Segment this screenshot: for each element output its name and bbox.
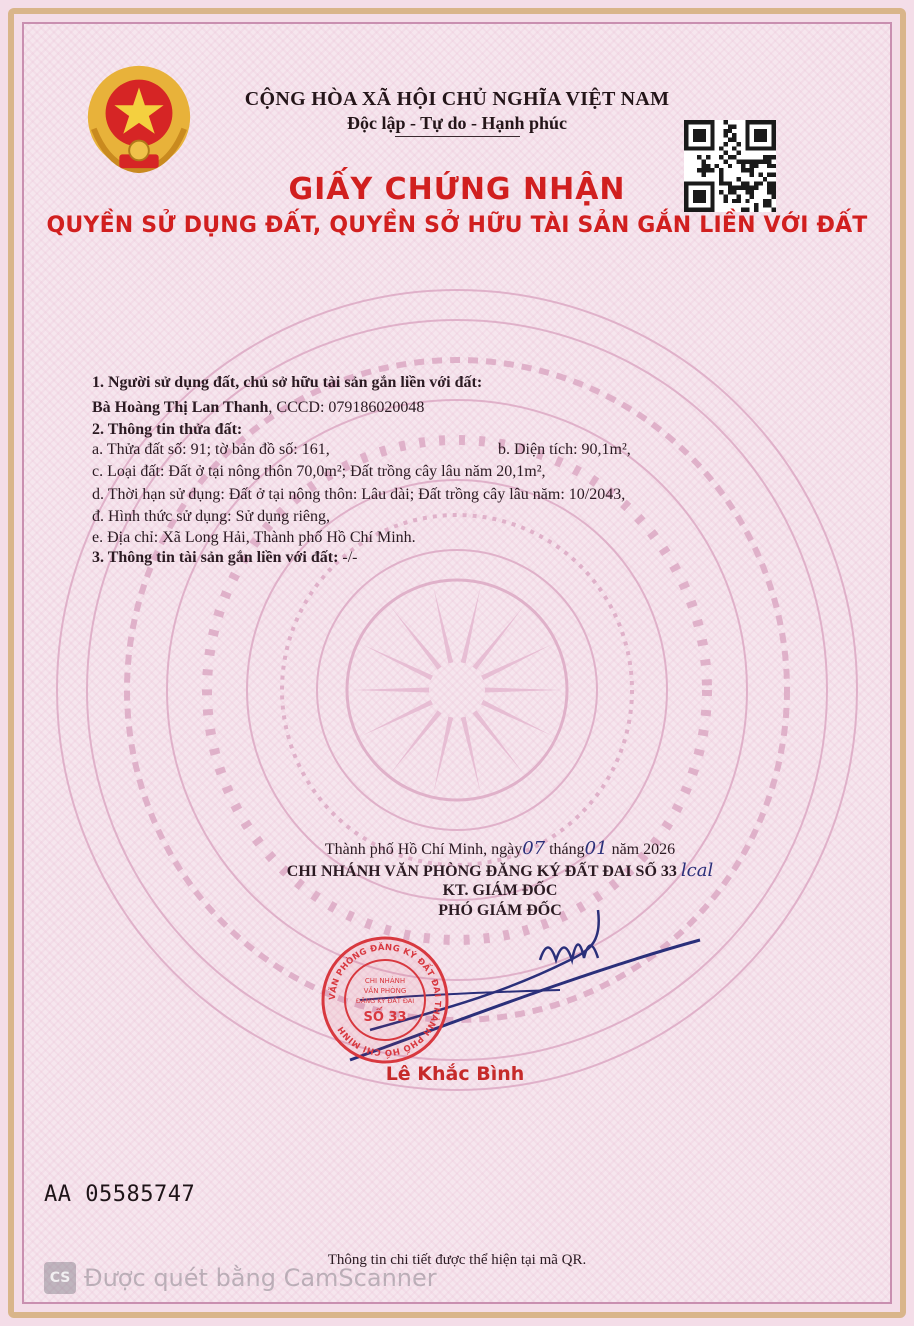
- qr-footer-note: Thông tin chi tiết được thể hiện tại mã QR.: [327, 1252, 587, 1268]
- land-type: c. Loại đất: Đất ở tại nông thôn 70,0m²; Đất trồng cây lâu năm 20,1m²,: [92, 463, 546, 480]
- issuing-office: CHI NHÁNH VĂN PHÒNG ĐĂNG KÝ ĐẤT ĐAI SỐ 33: [286, 863, 677, 880]
- motto-underline: [395, 136, 520, 137]
- date-day: 07: [522, 838, 546, 859]
- section-3-value: -/-: [338, 549, 358, 566]
- section-3-line: [92, 548, 358, 568]
- issuing-office-line: [200, 860, 800, 881]
- certificate-title: GIẤY CHỨNG NHẬN: [288, 172, 626, 207]
- parcel-area: b. Diện tích: 90,1m²,: [498, 441, 631, 458]
- date-month-label: tháng: [549, 841, 585, 858]
- section-1-heading: 1. Người sử dụng đất, chủ sở hữu tài sản gắn liền với đất:: [92, 374, 483, 391]
- usage-term: d. Thời hạn sử dụng: Đất ở tại nông thôn: Lâu dài; Đất trồng cây lâu năm: 10/2043,: [92, 486, 626, 503]
- owner-id: , CCCD: 079186020048: [268, 399, 425, 416]
- office-initials: lcal: [680, 860, 714, 881]
- parcel-address: e. Địa chỉ: Xã Long Hải, Thành phố Hồ Chí Minh.: [92, 529, 416, 546]
- usage-form: đ. Hình thức sử dụng: Sử dụng riêng,: [92, 508, 331, 525]
- serial-number: AA 05585747: [44, 1182, 196, 1207]
- parcel-number: a. Thửa đất số: 91; tờ bản đồ số: 161,: [92, 441, 330, 458]
- certificate-subtitle: QUYỀN SỬ DỤNG ĐẤT, QUYỀN SỞ HỮU TÀI SẢN GẮN LIỀN VỚI ĐẤT: [46, 213, 868, 238]
- watermark-text: Được quét bằng CamScanner: [84, 1264, 437, 1292]
- official-seal: [320, 935, 450, 1065]
- camscanner-watermark: [44, 1262, 437, 1294]
- signing-date: [200, 838, 800, 859]
- seal-line-3: ĐĂNG KÝ ĐẤT ĐAI: [355, 997, 415, 1005]
- signer-name: Lê Khắc Bình: [385, 1063, 525, 1085]
- date-place: Thành phố Hồ Chí Minh, ngày: [324, 841, 523, 858]
- owner-name: Bà Hoàng Thị Lan Thanh: [92, 399, 269, 416]
- seal-number: SỐ 33: [363, 1010, 407, 1025]
- date-year: năm 2026: [611, 841, 676, 858]
- signer-role-2: PHÓ GIÁM ĐỐC: [438, 902, 562, 919]
- section-2-heading: 2. Thông tin thửa đất:: [92, 421, 243, 438]
- camscanner-logo-icon: CS: [44, 1262, 76, 1294]
- national-motto: Độc lập - Tự do - Hạnh phúc: [346, 113, 568, 133]
- section-3-heading: 3. Thông tin tài sản gắn liền với đất:: [92, 549, 339, 566]
- seal-ring-text: VĂN PHÒNG ĐĂNG KÝ ĐẤT ĐAI THÀNH PHỐ HỒ CHÍ MINH: [327, 942, 443, 1058]
- signer-role-1: KT. GIÁM ĐỐC: [442, 882, 558, 899]
- seal-line-1: CHI NHÁNH: [364, 977, 406, 985]
- nation-heading: CỘNG HÒA XÃ HỘI CHỦ NGHĨA VIỆT NAM: [244, 88, 670, 110]
- date-month: 01: [584, 838, 608, 859]
- seal-line-2: VĂN PHÒNG: [363, 987, 407, 995]
- owner-line: [92, 398, 424, 418]
